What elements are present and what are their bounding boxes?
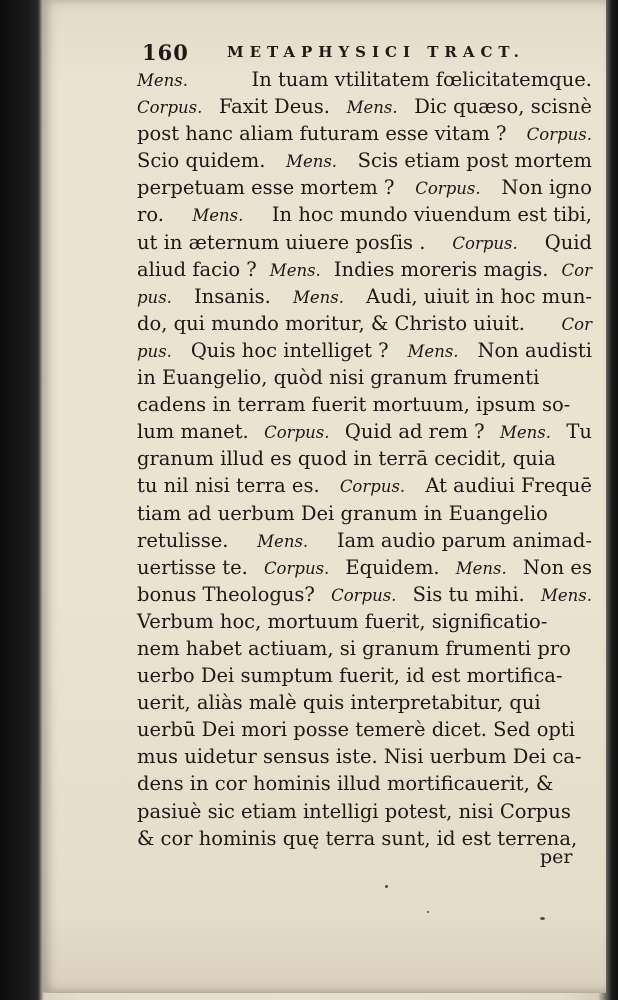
page-sheet (42, 0, 606, 993)
speaker-name: pus. (137, 341, 172, 361)
text-line (137, 283, 592, 310)
text-line (137, 770, 592, 797)
page-header (142, 38, 582, 68)
speaker-name: Mens. (269, 260, 321, 280)
text-segment: bonus Theologus? (137, 582, 315, 606)
speaker-name: Corpus. (137, 98, 203, 118)
text-segment: In tuam vtilitatem fœlicitatemque. (251, 68, 592, 91)
text-line (137, 310, 592, 337)
text-line (137, 527, 592, 554)
text-segment: retulisse. (137, 528, 229, 552)
text-segment: mus uidetur sensus iste. Nisi uerbum Dei ca- (137, 745, 582, 769)
speaker-name: Corpus. (331, 585, 397, 605)
speaker-name: Mens. (286, 152, 338, 172)
text-line (137, 445, 592, 472)
page-number: 160 (142, 40, 189, 65)
text-segment: Non igno (501, 176, 592, 200)
ink-spot (540, 917, 545, 920)
text-segment: Quid ad rem ? (344, 420, 485, 444)
text-segment: dens in cor hominis illud mortificauerit, & (137, 772, 554, 796)
text-segment: Sis tu mihi. (412, 582, 525, 606)
text-segment: Tu (566, 420, 592, 444)
text-line (137, 364, 592, 391)
text-segment: uerbū Dei mori posse temerè dicet. Sed opti (137, 718, 575, 742)
speaker-name: Corpus. (452, 233, 518, 253)
text-segment: aliud facio ? (137, 257, 257, 281)
text-segment: tiam ad uerbum Dei granum in Euangelio (137, 501, 548, 525)
text-line (137, 120, 592, 147)
text-segment: & cor hominis quę terra sunt, id est terrena, (137, 826, 578, 850)
text-line (137, 256, 592, 283)
text-segment: At audiui Frequē (425, 474, 592, 498)
text-segment: Scis etiam post mortem (357, 149, 592, 173)
text-line (137, 798, 592, 825)
text-segment: nem habet actiuam, si granum frumenti pro (137, 636, 571, 660)
text-segment: perpetuam esse mortem ? (137, 176, 395, 200)
text-segment: granum illud es quod in terrā cecidit, quia (137, 447, 556, 471)
text-line (137, 743, 592, 770)
text-line (137, 147, 592, 174)
text-line (137, 581, 592, 608)
text-segment: Audi, uiuit in hoc mun- (366, 284, 592, 308)
speaker-name: Mens. (257, 531, 309, 551)
speaker-name: Mens. (540, 585, 592, 605)
text-segment: Iam audio parum animad- (336, 528, 592, 552)
ink-spot (427, 911, 429, 913)
text-line (137, 554, 592, 581)
text-line (137, 825, 592, 852)
text-segment: Quid (544, 230, 592, 254)
speaker-name: Cor (561, 314, 592, 334)
text-segment: ro. (137, 203, 164, 227)
text-line (137, 66, 592, 93)
text-line (137, 201, 592, 228)
text-segment: lum manet. (137, 420, 249, 444)
text-segment: Insanis. (193, 284, 271, 308)
speaker-name: Corpus. (415, 179, 481, 199)
text-segment: cadens in terram fuerit mortuum, ipsum so- (137, 393, 571, 417)
text-line (137, 418, 592, 445)
text-line (137, 174, 592, 201)
catchword: per (540, 846, 573, 868)
text-segment: Non es (522, 555, 592, 579)
text-segment: pasiuè sic etiam intelligi potest, nisi Corpus (137, 799, 571, 823)
speaker-name: Mens. (455, 558, 507, 578)
text-segment: uerit, aliàs malè quis interpretabitur, qui (137, 691, 541, 715)
text-line (137, 229, 592, 256)
speaker-name: Corpus. (263, 558, 330, 578)
text-segment: ut in æternum uiuere posſis . (137, 230, 426, 254)
text-line (137, 93, 592, 120)
text-segment: Equidem. (345, 555, 440, 579)
text-segment: in Euangelio, quòd nisi granum frumenti (137, 366, 540, 390)
text-block (137, 66, 592, 852)
speaker-name: Mens. (137, 71, 188, 90)
speaker-name: Corpus. (339, 477, 406, 497)
text-segment: Quis hoc intelliget ? (190, 338, 389, 362)
running-head: METAPHYSICI TRACT. (227, 43, 525, 61)
text-segment: Non audisti (477, 338, 592, 362)
text-line (137, 391, 592, 418)
speaker-name: Mens. (407, 341, 459, 361)
speaker-name: Corpus. (526, 125, 592, 145)
text-segment: do, qui mundo moritur, & Christo uiuit. (137, 311, 525, 335)
text-segment: uertisse te. (137, 555, 248, 579)
text-segment: uerbo Dei sumptum fuerit, id est mortifica- (137, 664, 563, 688)
text-line (137, 662, 592, 689)
text-segment: In hoc mundo viuendum est tibi, (271, 203, 592, 227)
speaker-name: Mens. (292, 287, 344, 307)
text-segment: Indies moreris magis. (333, 257, 549, 281)
text-line (137, 472, 592, 499)
text-line (137, 635, 592, 662)
speaker-name: Mens. (346, 98, 398, 118)
text-line (137, 608, 592, 635)
text-segment: Verbum hoc, mortuum fuerit, significatio- (137, 609, 548, 633)
speaker-name: Cor (561, 260, 592, 280)
text-segment: tu nil nisi terra es. (137, 474, 320, 498)
text-line (137, 716, 592, 743)
speaker-name: Corpus. (264, 423, 330, 443)
speaker-name: pus. (137, 287, 172, 307)
text-line (137, 500, 592, 527)
text-segment: Faxit Deus. (218, 95, 330, 119)
text-segment: Dic quæso, scisnè (414, 95, 592, 119)
speaker-name: Mens. (192, 206, 244, 226)
speaker-name: Mens. (500, 423, 552, 443)
text-line (137, 337, 592, 364)
text-line (137, 689, 592, 716)
text-segment: Scio quidem. (137, 149, 266, 173)
text-segment: post hanc aliam futuram esse vitam ? (137, 122, 507, 146)
ink-spot (385, 885, 388, 888)
